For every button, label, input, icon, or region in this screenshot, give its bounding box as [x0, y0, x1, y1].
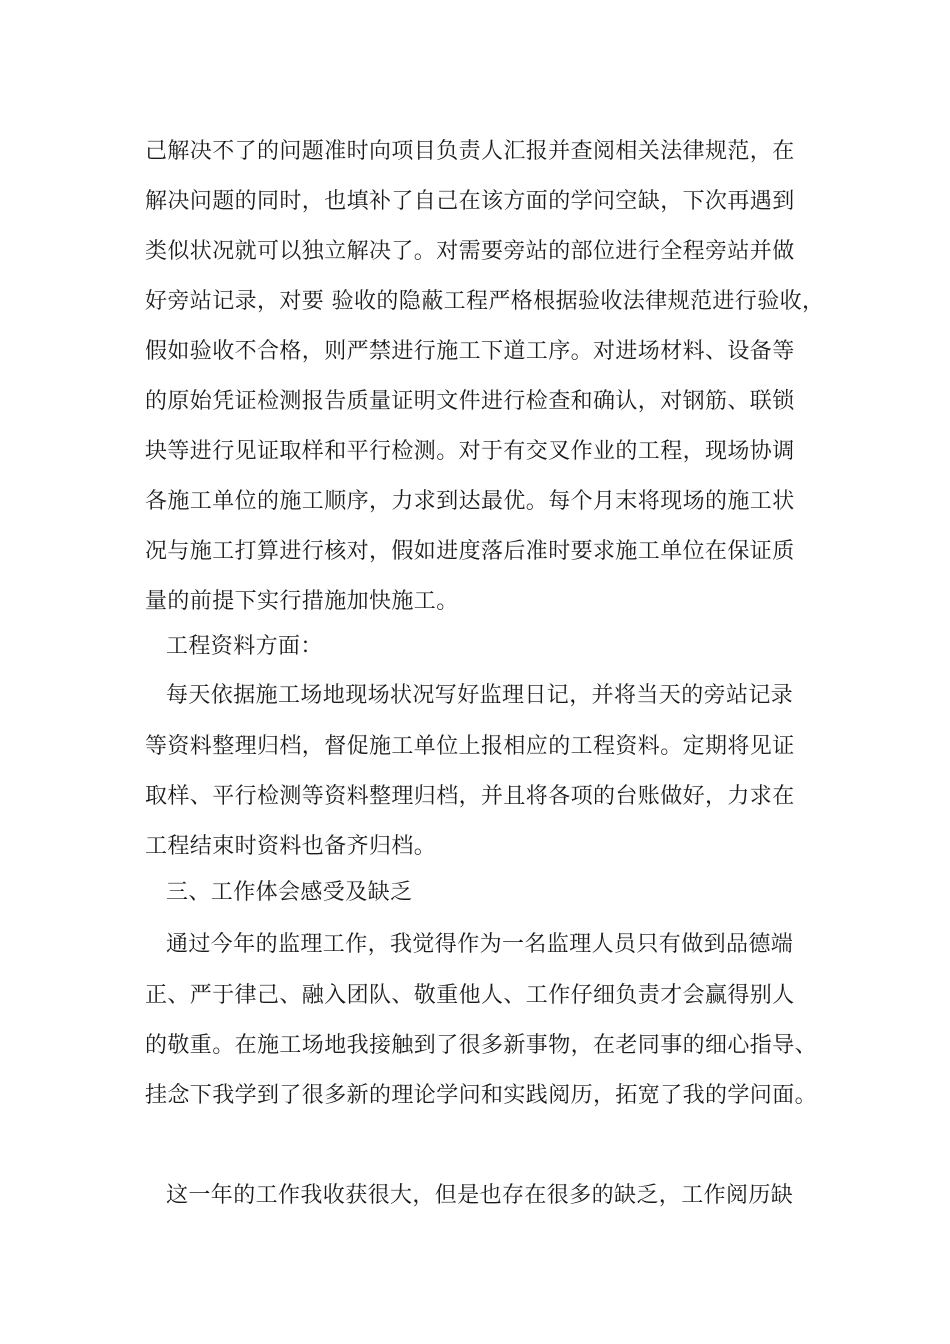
- body-line: 况与施工打算进行核对，假如进度落后准时要求施工单位在保证质: [145, 539, 795, 564]
- body-line: 类似状况就可以独立解决了。对需要旁站的部位进行全程旁站并做: [145, 239, 795, 264]
- body-line: 正、严于律己、融入团队、敬重他人、工作仔细负责才会赢得别人: [145, 983, 795, 1008]
- body-line: 好旁站记录，对要 验收的隐蔽工程严格根据验收法律规范进行验收，: [145, 289, 825, 314]
- body-line: 解决问题的同时，也填补了自己在该方面的学问空缺，下次再遇到: [145, 189, 795, 214]
- body-line: 取样、平行检测等资料整理归档，并且将各项的台账做好，力求在: [145, 784, 795, 809]
- body-line: 的原始凭证检测报告质量证明文件进行检查和确认，对钢筋、联锁: [145, 389, 795, 414]
- body-line: 挂念下我学到了很多新的理论学问和实践阅历，拓宽了我的学问面。: [145, 1083, 818, 1108]
- body-line: 的敬重。在施工场地我接触到了很多新事物，在老同事的细心指导、: [145, 1033, 818, 1058]
- body-line: 工程结束时资料也备齐归档。: [145, 834, 437, 859]
- body-line: 各施工单位的施工顺序，力求到达最优。每个月末将现场的施工状: [145, 489, 795, 514]
- body-line: 等资料整理归档，督促施工单位上报相应的工程资料。定期将见证: [145, 734, 795, 759]
- body-line: 通过今年的监理工作，我觉得作为一名监理人员只有做到品德端: [166, 932, 794, 957]
- body-line: 量的前提下实行措施加快施工。: [145, 589, 459, 614]
- body-line: 每天依据施工场地现场状况写好监理日记，并将当天的旁站记录: [166, 683, 794, 708]
- section-heading: 工程资料方面：: [166, 634, 323, 659]
- body-line: 己解决不了的问题准时向项目负责人汇报并查阅相关法律规范，在: [145, 139, 795, 164]
- section-heading: 三、工作体会感受及缺乏: [166, 880, 413, 905]
- body-line: 这一年的工作我收获很大，但是也存在很多的缺乏，工作阅历缺: [166, 1183, 794, 1208]
- body-line: 块等进行见证取样和平行检测。对于有交叉作业的工程，现场协调: [145, 439, 795, 464]
- body-line: 假如验收不合格，则严禁进行施工下道工序。对进场材料、设备等: [145, 339, 795, 364]
